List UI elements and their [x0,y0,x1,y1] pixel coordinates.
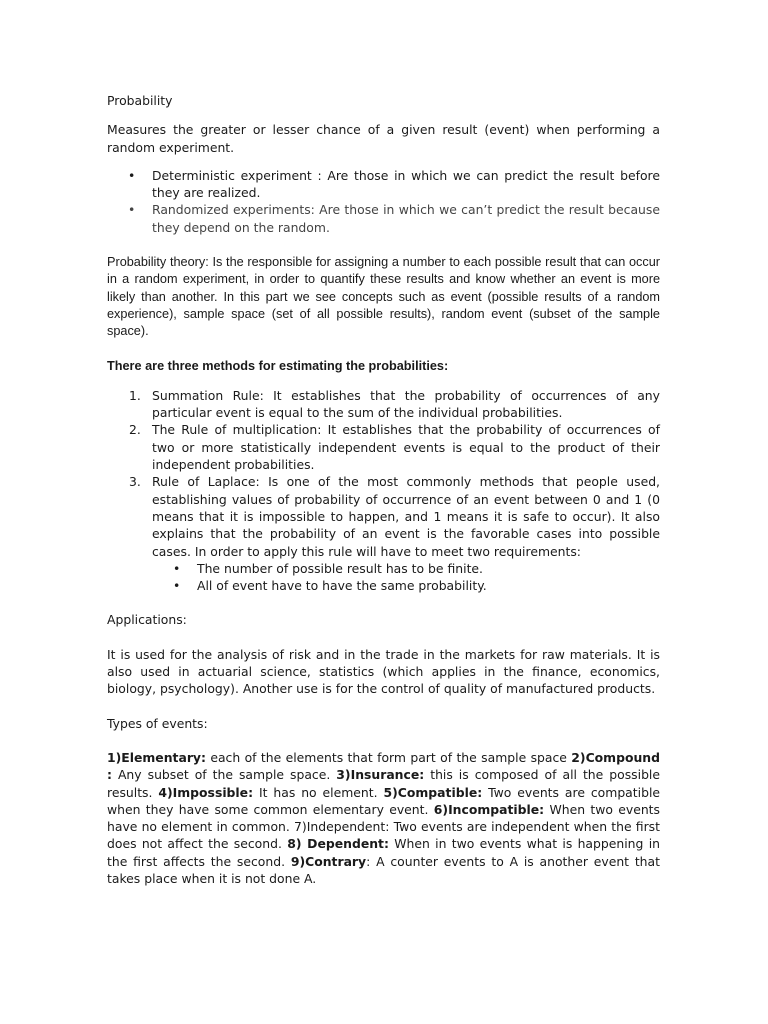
list-item: 1. Summation Rule: It establishes that the probability of occurrences of any particular event is equal to the sum of the individual probabilities. [129,387,660,421]
experiment-list [107,167,660,236]
list-item: 3. Rule of Laplace: Is one of the most commonly methods that people used, establishing values of probability of occurrence of an event between 0 and 1 (0 means that it is impossible to happen, and 1 means it is safe to occur). It also explains that the probability of an event is the favorable cases into possible cases. In order to apply this rule will have to meet two requirements: • The number of possible result has to be finite. • All of event have to have the same probability. [107,473,660,594]
bullet-icon: • [173,578,181,594]
intro-paragraph: Measures the greater or lesser chance of a given result (event) when performing a random experiment. [107,122,660,155]
types-paragraph: 1)Elementary: each of the elements that form part of the sample space 2)Compound : Any subset of the sample space. 3)Insurance: this is composed of all the possible results. 4)Impossible: It has no element. 5)Compatible: Two events are compatible when they have some common elementary event. 6)Incompatible: When two events have no element in common. 7)Independent: Two events are independent when the first does not affect the second. 8) Dependent: When in two events what is happening in the first affects the second. 9)Contrary: A counter events to A is another event that takes place when it is not done A. [107,749,661,886]
laplace-requirements-list [152,560,660,595]
list-number: 2. [129,422,141,438]
list-item: • The number of possible result has to be finite. [173,560,483,576]
bullet-icon: • [128,202,136,218]
bullet-icon: • [128,167,136,183]
applications-paragraph: It is used for the analysis of risk and in the trade in the markets for raw materials. It is also used in actuarial science, statistics (which applies in the finance, economics, biology, psychology). Another use is for the control of quality of manufactured products. [107,646,660,697]
methods-list [107,387,660,595]
list-item: • Deterministic experiment : Are those in which we can predict the result before they are realized. [128,167,660,201]
document-title: Probability [107,93,173,108]
applications-heading: Applications: [107,612,187,628]
list-item: • All of event have to have the same probability. [173,578,487,594]
list-number: 3. [129,474,141,490]
list-item: • Randomized experiments: Are those in which we can’t predict the result because they depend on the random. [128,202,660,235]
list-item: 2. The Rule of multiplication: It establishes that the probability of occurrences of two or more statistically independent events is equal to the product of their independent probabilities. [129,422,660,473]
methods-heading: There are three methods for estimating the probabilities: [107,358,449,373]
document-page [107,92,660,887]
theory-paragraph: Probability theory: Is the responsible for assigning a number to each possible result that can occur in a random experiment, in order to quantify these results and know whether an event is more likely than another. In this part we see concepts such as event (possible results of a random experience), sample space (set of all possible results), random event (subset of the sample space). [107,255,660,339]
list-number: 1. [129,387,141,403]
types-heading: Types of events: [107,715,208,731]
bullet-icon: • [173,560,181,576]
